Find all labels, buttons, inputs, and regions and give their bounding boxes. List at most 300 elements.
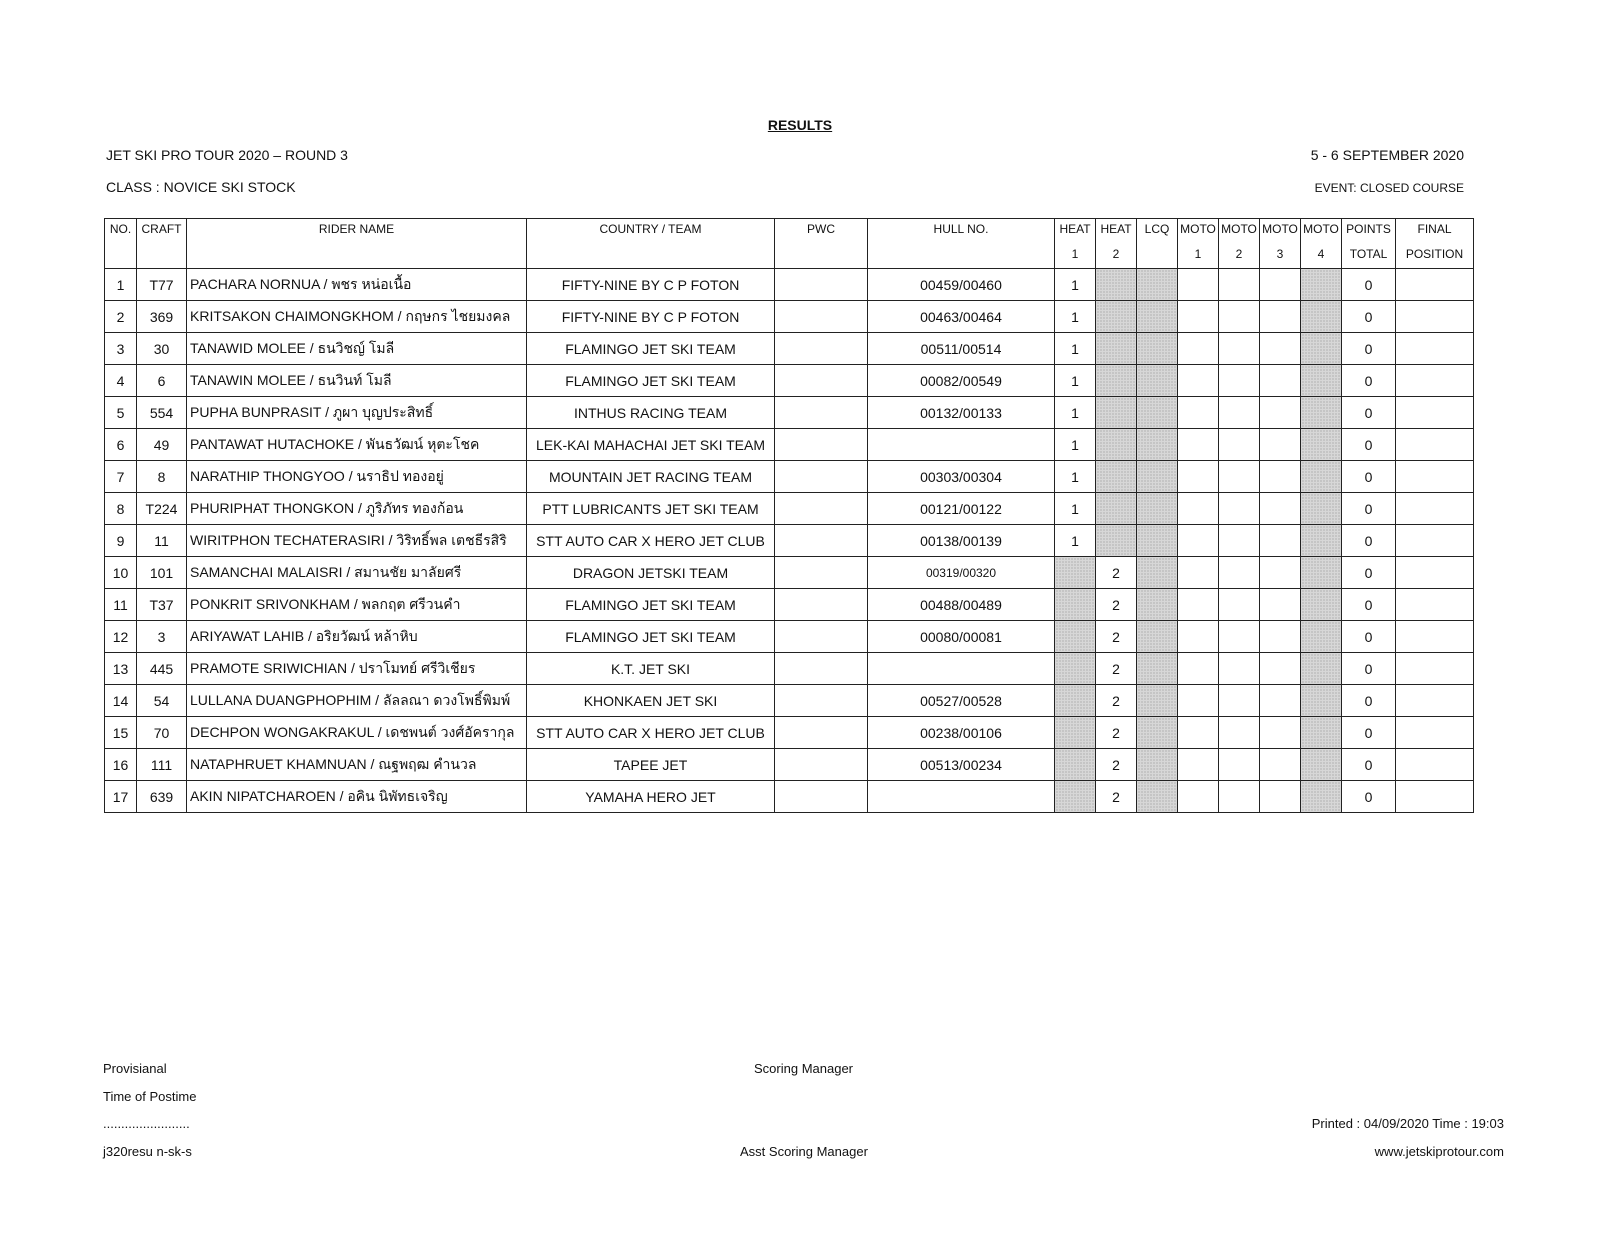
cell-final [1396,525,1474,557]
cell-craft: 639 [137,781,187,813]
cell-final [1396,749,1474,781]
cell-no: 5 [105,397,137,429]
cell-moto4 [1301,525,1342,557]
table-row [105,525,1474,557]
results-table [104,218,1474,813]
cell-points: 0 [1342,461,1396,493]
cell-rider: DECHPON WONGAKRAKUL / เดชพนต์ วงศ์อัครากุล [187,717,527,749]
cell-heat1 [1055,653,1096,685]
event-type: EVENT: CLOSED COURSE [1314,181,1464,195]
cell-rider: PRAMOTE SRIWICHIAN / ปราโมทย์ ศรีวิเชียร [187,653,527,685]
col-points: POINTS TOTAL [1342,219,1396,269]
cell-craft: 54 [137,685,187,717]
cell-moto1 [1178,461,1219,493]
cell-hull: 00513/00234 [868,749,1055,781]
cell-hull: 00463/00464 [868,301,1055,333]
cell-moto1 [1178,301,1219,333]
cell-moto3 [1260,557,1301,589]
cell-moto4 [1301,749,1342,781]
col-heat2: HEAT 2 [1096,219,1137,269]
col-moto2: MOTO 2 [1219,219,1260,269]
cell-heat2 [1096,525,1137,557]
cell-moto3 [1260,333,1301,365]
cell-final [1396,269,1474,301]
cell-moto2 [1219,557,1260,589]
cell-lcq [1137,717,1178,749]
cell-pwc [775,717,868,749]
cell-hull: 00138/00139 [868,525,1055,557]
cell-final [1396,493,1474,525]
cell-moto1 [1178,621,1219,653]
cell-hull: 00527/00528 [868,685,1055,717]
cell-team: STT AUTO CAR X HERO JET CLUB [527,717,775,749]
cell-hull: 00082/00549 [868,365,1055,397]
cell-heat1: 1 [1055,493,1096,525]
cell-team: MOUNTAIN JET RACING TEAM [527,461,775,493]
cell-craft: 70 [137,717,187,749]
cell-craft: 8 [137,461,187,493]
col-pwc: PWC [775,219,868,269]
cell-moto1 [1178,717,1219,749]
cell-heat1: 1 [1055,429,1096,461]
cell-lcq [1137,749,1178,781]
table-row [105,781,1474,813]
cell-moto4 [1301,333,1342,365]
cell-team: LEK-KAI MAHACHAI JET SKI TEAM [527,429,775,461]
cell-moto1 [1178,333,1219,365]
col-heat1: HEAT 1 [1055,219,1096,269]
cell-team: FIFTY-NINE BY C P FOTON [527,269,775,301]
cell-rider: PUPHA BUNPRASIT / ภูผา บุญประสิทธิ์ [187,397,527,429]
cell-heat1: 1 [1055,397,1096,429]
cell-no: 2 [105,301,137,333]
printed-timestamp: Printed : 04/09/2020 Time : 19:03 [1311,1116,1504,1131]
cell-points: 0 [1342,397,1396,429]
cell-no: 17 [105,781,137,813]
table-row [105,461,1474,493]
cell-team: FLAMINGO JET SKI TEAM [527,589,775,621]
cell-hull [868,429,1055,461]
cell-moto1 [1178,429,1219,461]
cell-no: 8 [105,493,137,525]
cell-no: 11 [105,589,137,621]
cell-moto4 [1301,301,1342,333]
cell-heat2: 2 [1096,621,1137,653]
cell-heat2 [1096,301,1137,333]
cell-team: PTT LUBRICANTS JET SKI TEAM [527,493,775,525]
cell-pwc [775,493,868,525]
cell-moto3 [1260,685,1301,717]
cell-moto4 [1301,397,1342,429]
cell-heat2: 2 [1096,589,1137,621]
cell-moto3 [1260,365,1301,397]
cell-moto4 [1301,685,1342,717]
cell-heat2 [1096,269,1137,301]
cell-craft: 445 [137,653,187,685]
provisional-label: Provisianal [103,1061,167,1076]
cell-final [1396,557,1474,589]
cell-moto3 [1260,525,1301,557]
cell-moto3 [1260,717,1301,749]
cell-craft: 111 [137,749,187,781]
cell-lcq [1137,493,1178,525]
cell-rider: LULLANA DUANGPHOPHIM / ลัลลณา ดวงโพธิ์พิมพ์ [187,685,527,717]
cell-pwc [775,301,868,333]
col-craft: CRAFT [137,219,187,269]
col-rider: RIDER NAME [187,219,527,269]
col-lcq: LCQ [1137,219,1178,269]
cell-team: FLAMINGO JET SKI TEAM [527,365,775,397]
cell-moto3 [1260,397,1301,429]
cell-moto2 [1219,397,1260,429]
cell-moto2 [1219,301,1260,333]
cell-moto1 [1178,493,1219,525]
cell-moto2 [1219,653,1260,685]
cell-no: 7 [105,461,137,493]
file-code: j320resu n-sk-s [103,1144,192,1159]
cell-final [1396,333,1474,365]
cell-moto2 [1219,461,1260,493]
cell-team: FLAMINGO JET SKI TEAM [527,621,775,653]
col-hull: HULL NO. [868,219,1055,269]
cell-craft: 11 [137,525,187,557]
cell-moto4 [1301,557,1342,589]
cell-moto4 [1301,461,1342,493]
cell-final [1396,717,1474,749]
cell-team: KHONKAEN JET SKI [527,685,775,717]
cell-team: FIFTY-NINE BY C P FOTON [527,301,775,333]
cell-moto2 [1219,749,1260,781]
cell-pwc [775,557,868,589]
cell-heat1 [1055,717,1096,749]
cell-rider: PACHARA NORNUA / พชร หน่อเนื้อ [187,269,527,301]
cell-heat1 [1055,557,1096,589]
cell-final [1396,461,1474,493]
cell-pwc [775,653,868,685]
table-row [105,269,1474,301]
cell-points: 0 [1342,301,1396,333]
cell-points: 0 [1342,333,1396,365]
cell-moto1 [1178,397,1219,429]
cell-hull: 00511/00514 [868,333,1055,365]
cell-hull: 00238/00106 [868,717,1055,749]
cell-craft: 3 [137,621,187,653]
cell-moto1 [1178,269,1219,301]
cell-craft: 49 [137,429,187,461]
cell-points: 0 [1342,557,1396,589]
cell-heat1 [1055,749,1096,781]
cell-craft: T224 [137,493,187,525]
table-row [105,717,1474,749]
cell-rider: NARATHIP THONGYOO / นราธิป ทองอยู่ [187,461,527,493]
cell-team: STT AUTO CAR X HERO JET CLUB [527,525,775,557]
cell-points: 0 [1342,749,1396,781]
cell-moto3 [1260,493,1301,525]
col-team: COUNTRY / TEAM [527,219,775,269]
cell-no: 15 [105,717,137,749]
cell-pwc [775,525,868,557]
cell-final [1396,781,1474,813]
cell-moto2 [1219,429,1260,461]
col-moto3: MOTO 3 [1260,219,1301,269]
cell-moto4 [1301,493,1342,525]
cell-heat1: 1 [1055,333,1096,365]
cell-pwc [775,749,868,781]
cell-pwc [775,589,868,621]
cell-lcq [1137,557,1178,589]
cell-heat2 [1096,493,1137,525]
cell-moto1 [1178,365,1219,397]
table-row [105,301,1474,333]
cell-moto2 [1219,365,1260,397]
cell-rider: SAMANCHAI MALAISRI / สมานชัย มาลัยศรี [187,557,527,589]
table-row [105,333,1474,365]
cell-rider: NATAPHRUET KHAMNUAN / ณฐพฤฒ คำนวล [187,749,527,781]
cell-heat1: 1 [1055,365,1096,397]
cell-moto1 [1178,557,1219,589]
cell-lcq [1137,621,1178,653]
cell-no: 14 [105,685,137,717]
cell-moto3 [1260,781,1301,813]
cell-final [1396,429,1474,461]
cell-moto3 [1260,589,1301,621]
cell-craft: 101 [137,557,187,589]
cell-pwc [775,365,868,397]
cell-no: 1 [105,269,137,301]
cell-craft: T37 [137,589,187,621]
cell-moto1 [1178,525,1219,557]
cell-lcq [1137,685,1178,717]
cell-moto4 [1301,621,1342,653]
cell-craft: 30 [137,333,187,365]
cell-points: 0 [1342,781,1396,813]
cell-no: 13 [105,653,137,685]
cell-heat1: 1 [1055,301,1096,333]
cell-moto2 [1219,621,1260,653]
cell-heat2: 2 [1096,653,1137,685]
cell-rider: TANAWID MOLEE / ธนวิชญ์ โมลี [187,333,527,365]
cell-heat2 [1096,333,1137,365]
cell-craft: T77 [137,269,187,301]
cell-rider: KRITSAKON CHAIMONGKHOM / กฤษกร ไชยมงคล [187,301,527,333]
cell-final [1396,397,1474,429]
cell-pwc [775,333,868,365]
cell-heat2 [1096,429,1137,461]
cell-hull: 00303/00304 [868,461,1055,493]
event-name: JET SKI PRO TOUR 2020 – ROUND 3 [106,147,348,163]
col-no: NO. [105,219,137,269]
cell-points: 0 [1342,621,1396,653]
cell-heat2: 2 [1096,717,1137,749]
cell-points: 0 [1342,269,1396,301]
cell-final [1396,301,1474,333]
cell-pwc [775,429,868,461]
cell-pwc [775,781,868,813]
cell-hull [868,781,1055,813]
cell-lcq [1137,653,1178,685]
cell-moto3 [1260,429,1301,461]
cell-heat2 [1096,397,1137,429]
cell-heat2: 2 [1096,685,1137,717]
cell-pwc [775,397,868,429]
cell-heat2: 2 [1096,557,1137,589]
cell-points: 0 [1342,589,1396,621]
cell-rider: PANTAWAT HUTACHOKE / พันธวัฒน์ หุตะโชค [187,429,527,461]
cell-heat2: 2 [1096,749,1137,781]
table-row [105,589,1474,621]
cell-moto4 [1301,429,1342,461]
cell-team: DRAGON JETSKI TEAM [527,557,775,589]
col-moto1: MOTO 1 [1178,219,1219,269]
cell-pwc [775,621,868,653]
cell-no: 9 [105,525,137,557]
cell-rider: PHURIPHAT THONGKON / ภูริภัทร ทองก้อน [187,493,527,525]
cell-moto4 [1301,269,1342,301]
signature-dots: ........................ [103,1116,190,1131]
cell-hull [868,653,1055,685]
table-row [105,653,1474,685]
cell-rider: AKIN NIPATCHAROEN / อคิน นิพัทธเจริญ [187,781,527,813]
table-row [105,749,1474,781]
cell-lcq [1137,333,1178,365]
cell-hull: 00488/00489 [868,589,1055,621]
cell-no: 6 [105,429,137,461]
cell-pwc [775,685,868,717]
cell-moto4 [1301,653,1342,685]
cell-points: 0 [1342,685,1396,717]
cell-no: 16 [105,749,137,781]
cell-team: YAMAHA HERO JET [527,781,775,813]
table-row [105,557,1474,589]
cell-final [1396,589,1474,621]
time-of-postime-label: Time of Postime [103,1089,197,1104]
cell-heat1: 1 [1055,525,1096,557]
cell-moto3 [1260,653,1301,685]
cell-lcq [1137,429,1178,461]
cell-heat2: 2 [1096,781,1137,813]
page-title: RESULTS [767,117,833,133]
table-row [105,429,1474,461]
cell-heat1: 1 [1055,269,1096,301]
cell-moto4 [1301,781,1342,813]
class-label: CLASS : NOVICE SKI STOCK [106,179,296,195]
cell-heat1 [1055,589,1096,621]
cell-hull: 00319/00320 [868,557,1055,589]
cell-points: 0 [1342,493,1396,525]
cell-final [1396,653,1474,685]
event-date: 5 - 6 SEPTEMBER 2020 [1310,147,1464,163]
cell-team: TAPEE JET [527,749,775,781]
cell-moto1 [1178,589,1219,621]
cell-moto2 [1219,589,1260,621]
table-row [105,365,1474,397]
asst-scoring-manager-label: Asst Scoring Manager [740,1144,868,1159]
cell-points: 0 [1342,429,1396,461]
cell-moto2 [1219,685,1260,717]
cell-rider: ARIYAWAT LAHIB / อริยวัฒน์ หล้าหิบ [187,621,527,653]
cell-lcq [1137,525,1178,557]
cell-rider: WIRITPHON TECHATERASIRI / วิริทธิ์พล เตชธีรสิริ [187,525,527,557]
cell-points: 0 [1342,717,1396,749]
cell-craft: 6 [137,365,187,397]
cell-no: 3 [105,333,137,365]
cell-final [1396,685,1474,717]
cell-moto1 [1178,685,1219,717]
cell-heat2 [1096,461,1137,493]
cell-points: 0 [1342,653,1396,685]
cell-team: FLAMINGO JET SKI TEAM [527,333,775,365]
cell-moto3 [1260,461,1301,493]
cell-rider: TANAWIN MOLEE / ธนวินท์ โมลี [187,365,527,397]
table-row [105,493,1474,525]
cell-heat2 [1096,365,1137,397]
cell-moto2 [1219,781,1260,813]
cell-moto1 [1178,781,1219,813]
cell-moto3 [1260,749,1301,781]
cell-hull: 00132/00133 [868,397,1055,429]
col-final: FINAL POSITION [1396,219,1474,269]
cell-lcq [1137,589,1178,621]
cell-points: 0 [1342,365,1396,397]
cell-moto4 [1301,589,1342,621]
cell-moto4 [1301,365,1342,397]
table-row [105,685,1474,717]
cell-hull: 00080/00081 [868,621,1055,653]
cell-lcq [1137,269,1178,301]
header-row [105,219,1474,269]
cell-lcq [1137,461,1178,493]
cell-moto3 [1260,621,1301,653]
col-moto4: MOTO 4 [1301,219,1342,269]
cell-moto1 [1178,653,1219,685]
cell-lcq [1137,365,1178,397]
cell-pwc [775,269,868,301]
cell-no: 12 [105,621,137,653]
cell-hull: 00459/00460 [868,269,1055,301]
cell-moto3 [1260,269,1301,301]
website-url: www.jetskiprotour.com [1374,1144,1504,1159]
cell-moto1 [1178,749,1219,781]
cell-no: 4 [105,365,137,397]
cell-moto2 [1219,333,1260,365]
cell-lcq [1137,301,1178,333]
cell-team: K.T. JET SKI [527,653,775,685]
cell-hull: 00121/00122 [868,493,1055,525]
cell-moto2 [1219,269,1260,301]
scoring-manager-label: Scoring Manager [754,1061,853,1076]
cell-moto2 [1219,525,1260,557]
table-row [105,397,1474,429]
cell-rider: PONKRIT SRIVONKHAM / พลกฤต ศรีวนคำ [187,589,527,621]
cell-craft: 554 [137,397,187,429]
cell-moto4 [1301,717,1342,749]
cell-lcq [1137,781,1178,813]
cell-moto2 [1219,717,1260,749]
table-row [105,621,1474,653]
cell-moto3 [1260,301,1301,333]
cell-pwc [775,461,868,493]
cell-lcq [1137,397,1178,429]
cell-heat1 [1055,621,1096,653]
cell-team: INTHUS RACING TEAM [527,397,775,429]
cell-heat1: 1 [1055,461,1096,493]
cell-no: 10 [105,557,137,589]
cell-heat1 [1055,685,1096,717]
cell-final [1396,365,1474,397]
cell-points: 0 [1342,525,1396,557]
cell-final [1396,621,1474,653]
cell-heat1 [1055,781,1096,813]
